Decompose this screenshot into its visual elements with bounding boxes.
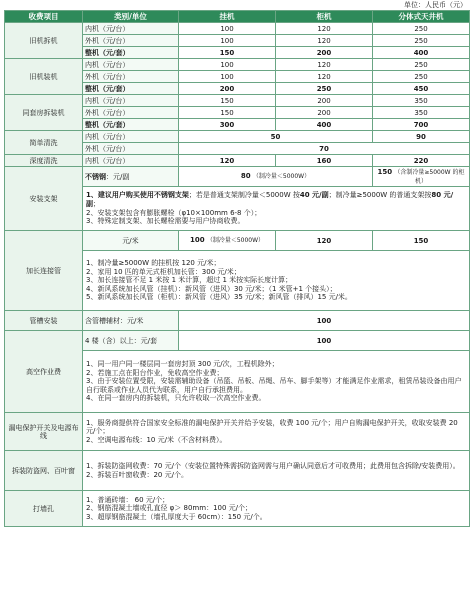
note-line: 2、钢筋混凝土墙或孔直径 φ＞ 80mm：100 元/个； xyxy=(86,504,253,513)
note-line: 4、新风系统加长风管（挂机）：新风管（进风）30 元/米；（1 米管+1 个接头）； xyxy=(86,284,337,293)
note-line: 3、特殊定制支架、加长螺栓需要与用户协商收费。 xyxy=(86,217,245,226)
fee-table xyxy=(4,10,470,527)
note-text: ； xyxy=(93,199,100,208)
note-text: ；制冷量≥5000W 的普通支架按 xyxy=(328,191,432,200)
table-row xyxy=(5,331,470,351)
category-window: 拆装防盗网、百叶窗 xyxy=(5,451,83,491)
price-cell: 100 xyxy=(179,35,276,47)
price-cell: 300 xyxy=(179,119,276,131)
type-cell: 外机（元/台） xyxy=(83,35,179,47)
type-cell: 内机（元/台） xyxy=(83,131,179,143)
note-text: ；若是普通支架制冷量＜5000W 按 xyxy=(188,191,300,200)
price-cell: 150 xyxy=(179,107,276,119)
table-row xyxy=(5,167,470,187)
price-value: 150 xyxy=(377,167,393,176)
leak-notes xyxy=(83,413,470,451)
price-cell: 100 xyxy=(179,311,470,331)
price-cell: 200 xyxy=(276,47,373,59)
price-cell: 400 xyxy=(373,47,470,59)
table-row xyxy=(5,131,470,143)
price-cell: 120 xyxy=(276,59,373,71)
price-cell: 250 xyxy=(373,59,470,71)
category-old-remove: 旧机拆机 xyxy=(5,23,83,59)
table-row xyxy=(5,413,470,451)
type-cell: 元/米 xyxy=(83,231,179,251)
price-note: （制冷量＜5000W） xyxy=(206,237,265,244)
table-row xyxy=(5,23,470,35)
note-line: 1、服务商提供符合国家安全标准的漏电保护开关并给予安装，收费 100 元/个；用户自购漏电保护开关，收取安装费 20 元/个； xyxy=(86,418,458,436)
table-row xyxy=(5,59,470,71)
price-cell: 450 xyxy=(373,83,470,95)
bracket-material: 不锈钢 xyxy=(85,172,106,181)
table-row xyxy=(5,95,470,107)
extension-notes xyxy=(83,251,470,311)
price-cell: 150 xyxy=(179,95,276,107)
high-work-notes xyxy=(83,351,470,413)
type-cell: 内机（元/台） xyxy=(83,59,179,71)
header-item: 收费项目 xyxy=(5,11,83,23)
note-bold: 1、建议用户购买使用不锈钢支架 xyxy=(86,191,189,200)
type-cell: 整机（元/套） xyxy=(83,119,179,131)
price-value: 100 xyxy=(189,236,205,244)
price-cell: 100 xyxy=(179,23,276,35)
note-line: 1、制冷量≥5000W 的挂机按 120 元/米； xyxy=(86,259,221,268)
unit-label: 单位：人民币（元） xyxy=(404,1,467,9)
category-pipe-install: 管槽安装 xyxy=(5,311,83,331)
type-cell: 内机（元/台） xyxy=(83,95,179,107)
price-cell: 250 xyxy=(373,23,470,35)
type-cell: 含管槽辅材：元/米 xyxy=(83,311,179,331)
price-cell: 160 xyxy=(276,155,373,167)
note-line: 2、空调电源布线：10 元/米（不含材料费）。 xyxy=(86,435,227,444)
price-cell: 150 xyxy=(373,231,470,251)
type-cell: 4 楼（含）以上：元/套 xyxy=(83,331,179,351)
price-cell: 50 xyxy=(179,131,373,143)
type-cell xyxy=(83,167,179,187)
category-simple-clean: 简单清洗 xyxy=(5,131,83,155)
header-cabinet: 柜机 xyxy=(276,11,373,23)
note-line xyxy=(86,191,466,208)
header-type: 类别/单位 xyxy=(83,11,179,23)
note-line: 1、同一用户同一楼层同一套房封顶 300 元/次，工程机除外； xyxy=(86,360,279,369)
note-line: 1、拆装防盗网收费：70 元/个（安装位置特殊需拆防盗网需与用户确认同意后才可收费用；此费用包含拆除/安装费用）。 xyxy=(86,461,460,470)
note-line: 1、普通砖墙： 60 元/个； xyxy=(86,495,170,504)
price-cell: 100 xyxy=(179,59,276,71)
category-leak: 漏电保护开关及电源布线 xyxy=(5,413,83,451)
price-cell xyxy=(179,167,373,187)
category-deep-clean: 深度清洗 xyxy=(5,155,83,167)
note-line: 2、若施工点在阳台作业，免收高空作业费； xyxy=(86,368,224,377)
price-cell: 70 xyxy=(179,143,470,155)
table-row xyxy=(5,311,470,331)
note-line: 2、拆装百叶窗收费：20 元/个。 xyxy=(86,470,188,479)
note-line: 4、在同一套房内的拆装机，只允许收取一次高空作业费。 xyxy=(86,394,266,403)
header-ceiling: 分体式天井机 xyxy=(373,11,470,23)
price-cell: 400 xyxy=(276,119,373,131)
header-row xyxy=(5,11,470,23)
category-drill: 打墙孔 xyxy=(5,491,83,527)
price-cell: 220 xyxy=(373,155,470,167)
price-cell: 120 xyxy=(276,71,373,83)
price-cell xyxy=(373,167,470,187)
category-bracket: 安装支架 xyxy=(5,167,83,231)
category-extension: 加长连接管 xyxy=(5,231,83,311)
note-price: 80 元/副 xyxy=(86,191,454,208)
window-notes xyxy=(83,451,470,491)
type-cell: 内机（元/台） xyxy=(83,155,179,167)
price-note: （制冷量＜5000W） xyxy=(252,173,311,180)
price-cell: 200 xyxy=(276,107,373,119)
note-price: 40 元/副 xyxy=(299,191,329,200)
price-cell: 120 xyxy=(179,155,276,167)
price-cell: 100 xyxy=(179,331,470,351)
note-line: 3、超厚钢筋混凝土（墙孔厚度大于 60cm）：150 元/个。 xyxy=(86,512,267,521)
price-cell: 250 xyxy=(276,83,373,95)
price-cell: 350 xyxy=(373,95,470,107)
price-cell: 200 xyxy=(276,95,373,107)
price-cell: 120 xyxy=(276,35,373,47)
type-cell: 外机（元/台） xyxy=(83,143,179,155)
note-line: 3、加长连接管不足 1 米按 1 米计算，超过 1 米按实际长度计算； xyxy=(86,276,293,285)
category-high-work: 高空作业费 xyxy=(5,331,83,413)
type-cell: 整机（元/套） xyxy=(83,47,179,59)
note-line: 3、由于安装位置受限，安装需辅助设备（吊篮、吊板、吊绳、吊车、脚手架等）才能满足作业需求，租赁吊装设备由用户自行联系或作业人员代为联系，用户自行承担费用。 xyxy=(86,377,462,394)
price-cell: 90 xyxy=(373,131,470,143)
bracket-notes xyxy=(83,187,470,231)
table-row xyxy=(5,155,470,167)
price-cell: 100 xyxy=(179,71,276,83)
type-cell: 整机（元/套） xyxy=(83,83,179,95)
price-cell: 350 xyxy=(373,107,470,119)
price-cell: 200 xyxy=(179,83,276,95)
price-value: 80 xyxy=(240,172,251,180)
category-old-install: 旧机装机 xyxy=(5,59,83,95)
price-cell: 120 xyxy=(276,231,373,251)
price-cell xyxy=(179,231,276,251)
note-line: 2、家用 10 匹的单元式柜机加长管：300 元/米； xyxy=(86,267,241,276)
header-hang: 挂机 xyxy=(179,11,276,23)
price-note: （含制冷量≥5000W 的柜机） xyxy=(394,168,465,185)
note-line: 5、新风系统加长风管（柜机）：新风管（进风）35 元/米；新风管（排风）15 元/米。 xyxy=(86,293,352,302)
drill-notes xyxy=(83,491,470,527)
note-line: 2、安装支架包含有膨胀螺栓（φ10×100mm 6-8 个）； xyxy=(86,208,262,217)
table-row xyxy=(5,491,470,527)
table-row xyxy=(5,231,470,251)
table-row xyxy=(5,451,470,491)
type-cell: 外机（元/台） xyxy=(83,107,179,119)
price-cell: 150 xyxy=(179,47,276,59)
type-cell: 内机（元/台） xyxy=(83,23,179,35)
price-cell: 250 xyxy=(373,35,470,47)
price-cell: 700 xyxy=(373,119,470,131)
category-same-house: 同套房拆装机 xyxy=(5,95,83,131)
bracket-unit: ：元/副 xyxy=(106,172,130,181)
price-cell: 120 xyxy=(276,23,373,35)
type-cell: 外机（元/台） xyxy=(83,71,179,83)
price-cell: 250 xyxy=(373,71,470,83)
